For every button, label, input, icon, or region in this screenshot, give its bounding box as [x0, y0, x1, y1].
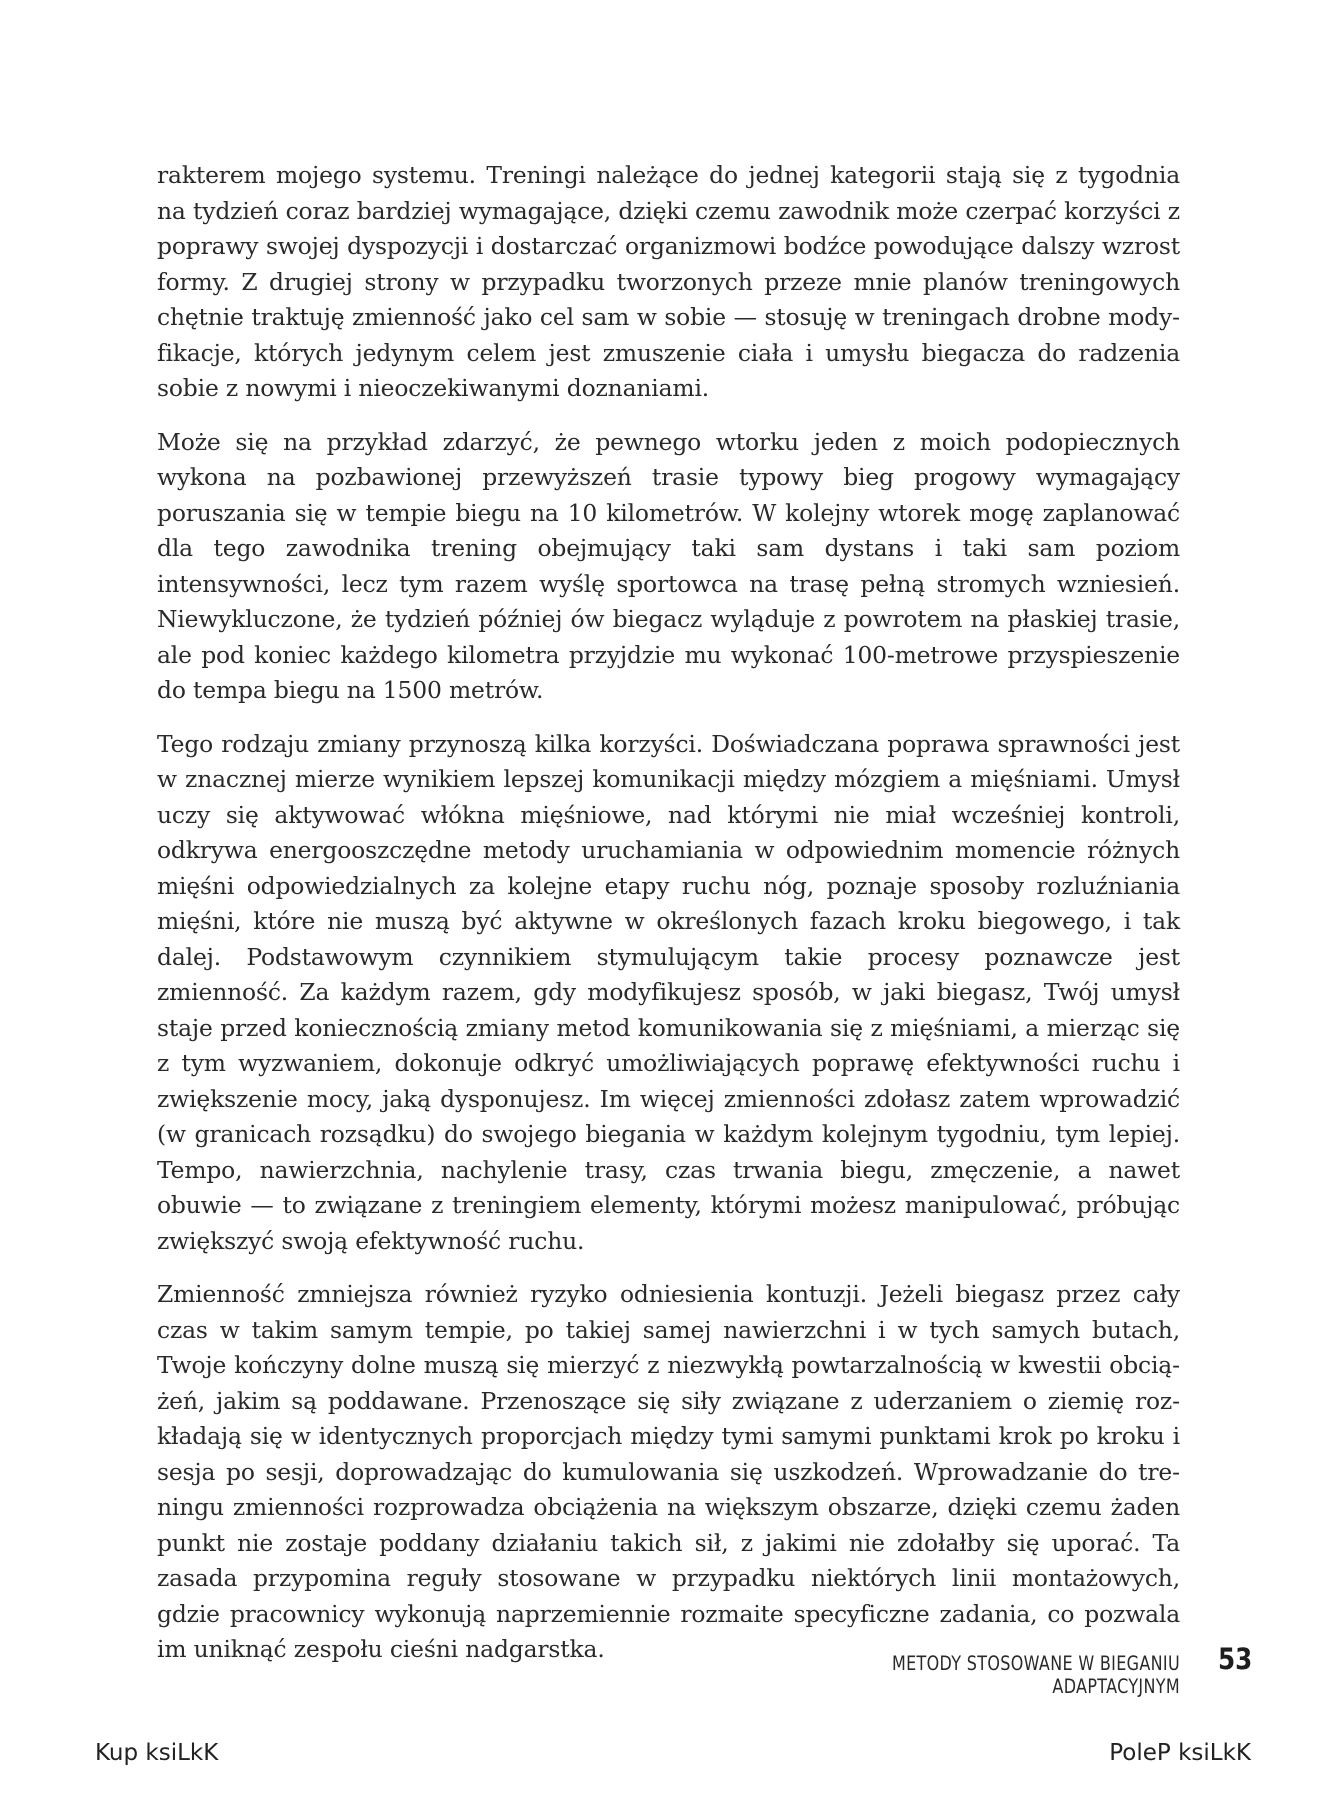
page-body [157, 158, 1180, 1686]
body-paragraph-1: rakterem mojego systemu. Treningi należące do jednej kategorii stają się z tygodnia na tydzień coraz bardziej wymagające, dzięki czemu zawodnik może czerpać korzyści z poprawy swojej dyspozycji i dostarczać organizmowi bodźce powodujące dalszy wzrost formy. Z drugiej strony w przypadku tworzonych przeze mnie planów treningowych chętnie traktuję zmienność jako cel sam w sobie — stosuję w treningach drobne modyfikacje, których jedynym celem jest zmuszenie ciała i umysłu biegacza do radzenia sobie z nowymi i nieoczekiwanymi doznaniami. [157, 161, 1180, 402]
page-number: 53 [1218, 1642, 1253, 1676]
recommend-book-link[interactable]: PoleP ksiLkK [1109, 1740, 1251, 1766]
buy-book-link[interactable]: Kup ksiLkK [95, 1740, 219, 1766]
body-paragraph-3: Tego rodzaju zmiany przynoszą kilka korzyści. Doświadczana poprawa sprawności jest w znacznej mierze wynikiem lepszej komunikacji między mózgiem a mięśniami. Umysł uczy się aktywować włókna mięśniowe, nad którymi nie miał wcześniej kontroli, odkrywa energooszczędne metody uruchamiania w odpowiednim momencie różnych mięśni odpowiedzialnych za kolejne etapy ruchu nóg, poznaje sposoby rozluźniania mięśni, które nie muszą być aktywne w określonych fazach kroku biegowego, i tak dalej. Podstawowym czynnikiem stymulującym takie procesy poznawcze jest zmienność. Za każdym razem, gdy modyfikujesz sposób, w jaki biegasz, Twój umysł staje przed koniecznością zmiany metod komunikowania się z mięśniami, a mierząc się z tym wyzwaniem, dokonuje odkryć umożliwiających poprawę efektywności ruchu i zwiększenie mocy, jaką dysponujesz. Im więcej zmienności zdołasz zatem wprowadzić (w granicach rozsądku) do swojego biegania w każdym kolejnym tygodniu, tym lepiej. Tempo, nawierzchnia, nachylenie trasy, czas trwania biegu, zmęczenie, a nawet obuwie — to związane z treningiem elementy, którymi możesz manipulować, próbując zwiększyć swoją efektywność ruchu. [157, 729, 1180, 1255]
running-footer-title: METODY STOSOWANE W BIEGANIU ADAPTACYJNYM [891, 1652, 1180, 1698]
body-paragraph-4: Zmienność zmniejsza również ryzyko odniesienia kontuzji. Jeżeli biegasz przez cały czas w takim samym tempie, po takiej samej nawierzchni i w tych samych butach, Twoje kończyny dolne muszą się mierzyć z niezwykłą powtarzalnością w kwestii obciążeń, jakim są poddawane. Przenoszące się siły związane z uderzaniem o ziemię rozkładają się w identycznych proporcjach między tymi samymi punktami krok po kroku i sesja po sesji, doprowadzając do kumulowania się uszkodzeń. Wprowadzanie do treningu zmienności rozprowadza obciążenia na większym obszarze, dzięki czemu żaden punkt nie zostaje poddany działaniu takich sił, z jakimi nie zdołałby się uporać. Ta zasada przypomina reguły stosowane w przypadku niektórych linii montażowych, gdzie pracownicy wykonują naprzemiennie rozmaite specyficzne zadania, co pozwala im uniknąć zespołu cieśni nadgarstka. [157, 1280, 1180, 1663]
body-paragraph-2: Może się na przykład zdarzyć, że pewnego wtorku jeden z moich podopiecznych wykona na pozbawionej przewyższeń trasie typowy bieg progowy wymagający poruszania się w tempie biegu na 10 kilometrów. W kolejny wtorek mogę zaplanować dla tego zawodnika trening obejmujący taki sam dystans i taki sam poziom intensywności, lecz tym razem wyślę sportowca na trasę pełną stromych wzniesień. Niewykluczone, że tydzień później ów biegacz wyląduje z powrotem na płaskiej trasie, ale pod koniec każdego kilometra przyjdzie mu wykonać 100-metrowe przyspieszenie do tempa biegu na 1500 metrów. [157, 427, 1180, 704]
